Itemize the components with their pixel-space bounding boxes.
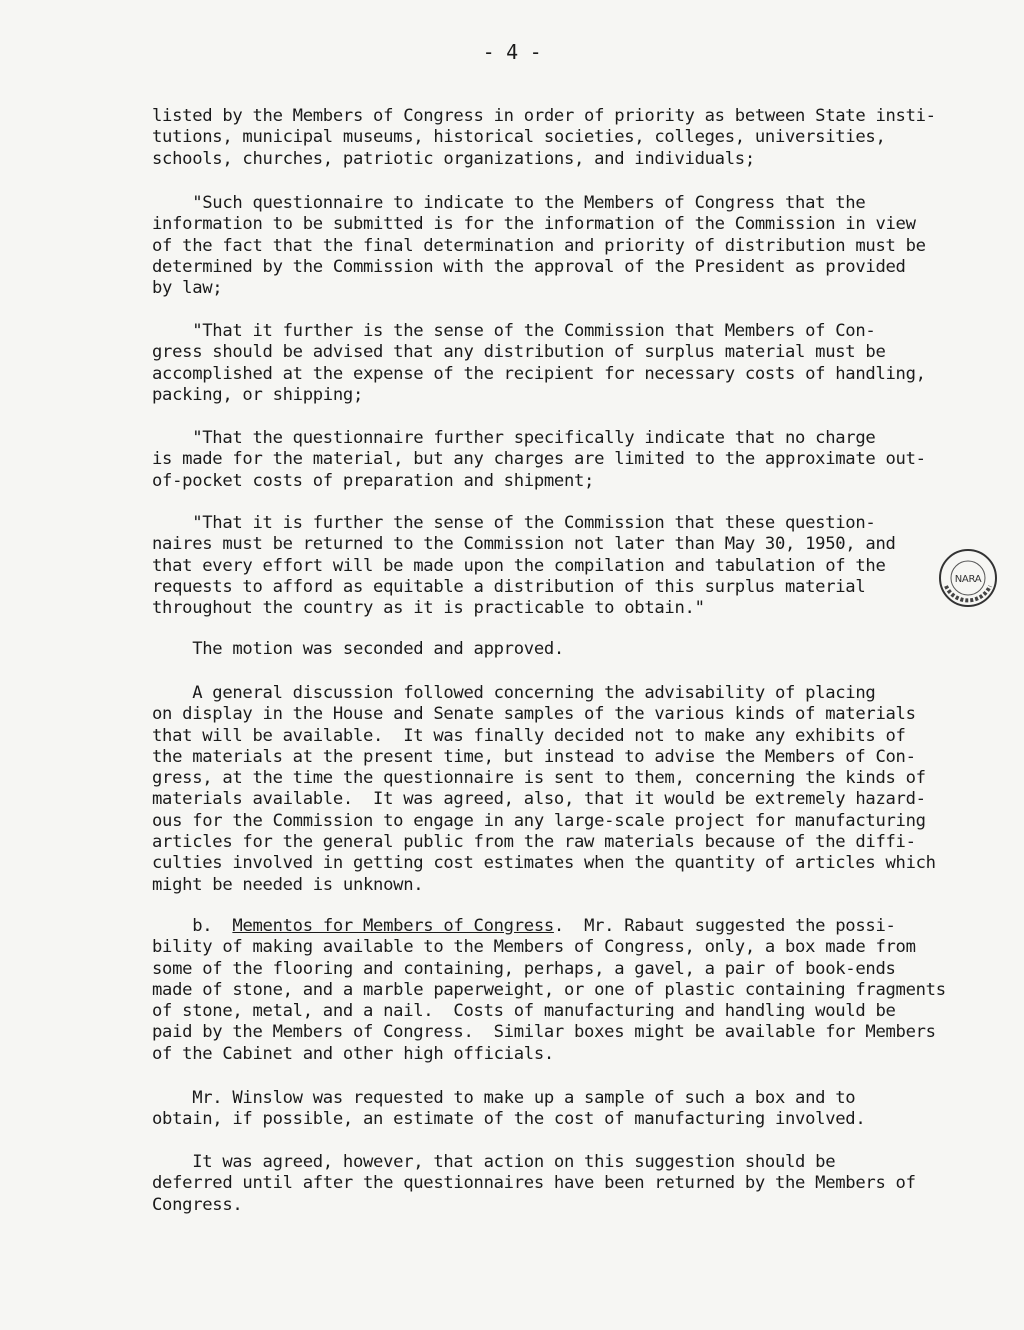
text-line: of the Cabinet and other high officials. xyxy=(152,1043,554,1064)
text-line: that will be available. It was finally decided not to make any exhibits of xyxy=(152,725,906,746)
text-line: on display in the House and Senate samples of the various kinds of materials xyxy=(152,704,916,725)
paragraph-p2 xyxy=(152,193,926,299)
text-line: "Such questionnaire to indicate to the Members of Congress that the xyxy=(152,193,866,213)
text-line: some of the flooring and containing, perhaps, a gavel, a pair of book-ends xyxy=(152,958,896,979)
text-line: bility of making available to the Members of Congress, only, a box made from xyxy=(152,937,916,958)
paragraph-p10 xyxy=(152,1152,916,1216)
text-line: of-pocket costs of preparation and shipment; xyxy=(152,470,595,491)
text-line: packing, or shipping; xyxy=(152,384,364,405)
text-line: the materials at the present time, but instead to advise the Members of Con- xyxy=(152,746,916,767)
text-line: obtain, if possible, an estimate of the cost of manufacturing involved. xyxy=(152,1109,866,1130)
page-number: - 4 - xyxy=(482,40,542,64)
text-line: listed by the Members of Congress in order of priority as between State insti- xyxy=(152,106,936,126)
text-line: Mr. Winslow was requested to make up a sample of such a box and to xyxy=(152,1088,856,1108)
text-line: accomplished at the expense of the recipient for necessary costs of handling, xyxy=(152,363,926,384)
text-line: schools, churches, patriotic organizations, and individuals; xyxy=(152,148,755,169)
text-line: It was agreed, however, that action on this suggestion should be xyxy=(152,1152,836,1172)
paragraph-p7 xyxy=(152,683,936,896)
text-line: materials available. It was agreed, also, that it would be extremely hazard- xyxy=(152,789,926,810)
text-line: made of stone, and a marble paperweight, or one of plastic containing fragments xyxy=(152,979,946,1000)
text-line: paid by the Members of Congress. Similar boxes might be available for Members xyxy=(152,1022,936,1043)
item-marker: b. xyxy=(152,916,233,936)
paragraph-p9 xyxy=(152,1088,865,1131)
text-line: deferred until after the questionnaires have been returned by the Members of xyxy=(152,1173,916,1194)
text-line: The motion was seconded and approved. xyxy=(152,639,564,659)
text-line: that every effort will be made upon the compilation and tabulation of the xyxy=(152,555,886,576)
section-heading: Mementos for Members of Congress xyxy=(232,916,554,936)
paragraph-p6 xyxy=(152,639,564,660)
paragraph-p4 xyxy=(152,428,926,492)
paragraph-p3 xyxy=(152,321,926,406)
text-line: ous for the Commission to engage in any large-scale project for manufacturing xyxy=(152,810,926,831)
text-line: determined by the Commission with the approval of the President as provided xyxy=(152,256,906,277)
text-line: might be needed is unknown. xyxy=(152,874,424,895)
archive-stamp-icon xyxy=(936,546,1000,610)
paragraph-p8 xyxy=(152,916,946,1065)
paragraph-p1 xyxy=(152,106,936,170)
text-line: of stone, metal, and a nail. Costs of manufacturing and handling would be xyxy=(152,1001,896,1022)
text-line: A general discussion followed concerning the advisability of placing xyxy=(152,683,876,703)
text-line: tutions, municipal museums, historical societies, colleges, universities, xyxy=(152,127,886,148)
text-line: gress should be advised that any distribution of surplus material must be xyxy=(152,342,886,363)
text-line: Congress. xyxy=(152,1194,243,1215)
text-line: by law; xyxy=(152,278,223,299)
text-line: . Mr. Rabaut suggested the possi- xyxy=(553,916,896,936)
text-line: gress, at the time the questionnaire is sent to them, concerning the kinds of xyxy=(152,768,926,789)
text-line: throughout the country as it is practicable to obtain." xyxy=(152,598,705,619)
text-line: "That it is further the sense of the Commission that these question- xyxy=(152,513,876,533)
text-line: is made for the material, but any charges are limited to the approximate out- xyxy=(152,449,926,470)
text-line: requests to afford as equitable a distribution of this surplus material xyxy=(152,576,866,597)
text-line: articles for the general public from the raw materials because of the diffi- xyxy=(152,832,916,853)
paragraph-p5 xyxy=(152,513,896,619)
text-line: "That the questionnaire further specifically indicate that no charge xyxy=(152,428,876,448)
text-line: "That it further is the sense of the Commission that Members of Con- xyxy=(152,321,876,341)
stamp-label: NARA xyxy=(954,574,982,585)
text-line: culties involved in getting cost estimates when the quantity of articles which xyxy=(152,853,936,874)
text-line: naires must be returned to the Commission not later than May 30, 1950, and xyxy=(152,534,896,555)
text-line: information to be submitted is for the information of the Commission in view xyxy=(152,214,916,235)
text-line: of the fact that the final determination and priority of distribution must be xyxy=(152,235,926,256)
